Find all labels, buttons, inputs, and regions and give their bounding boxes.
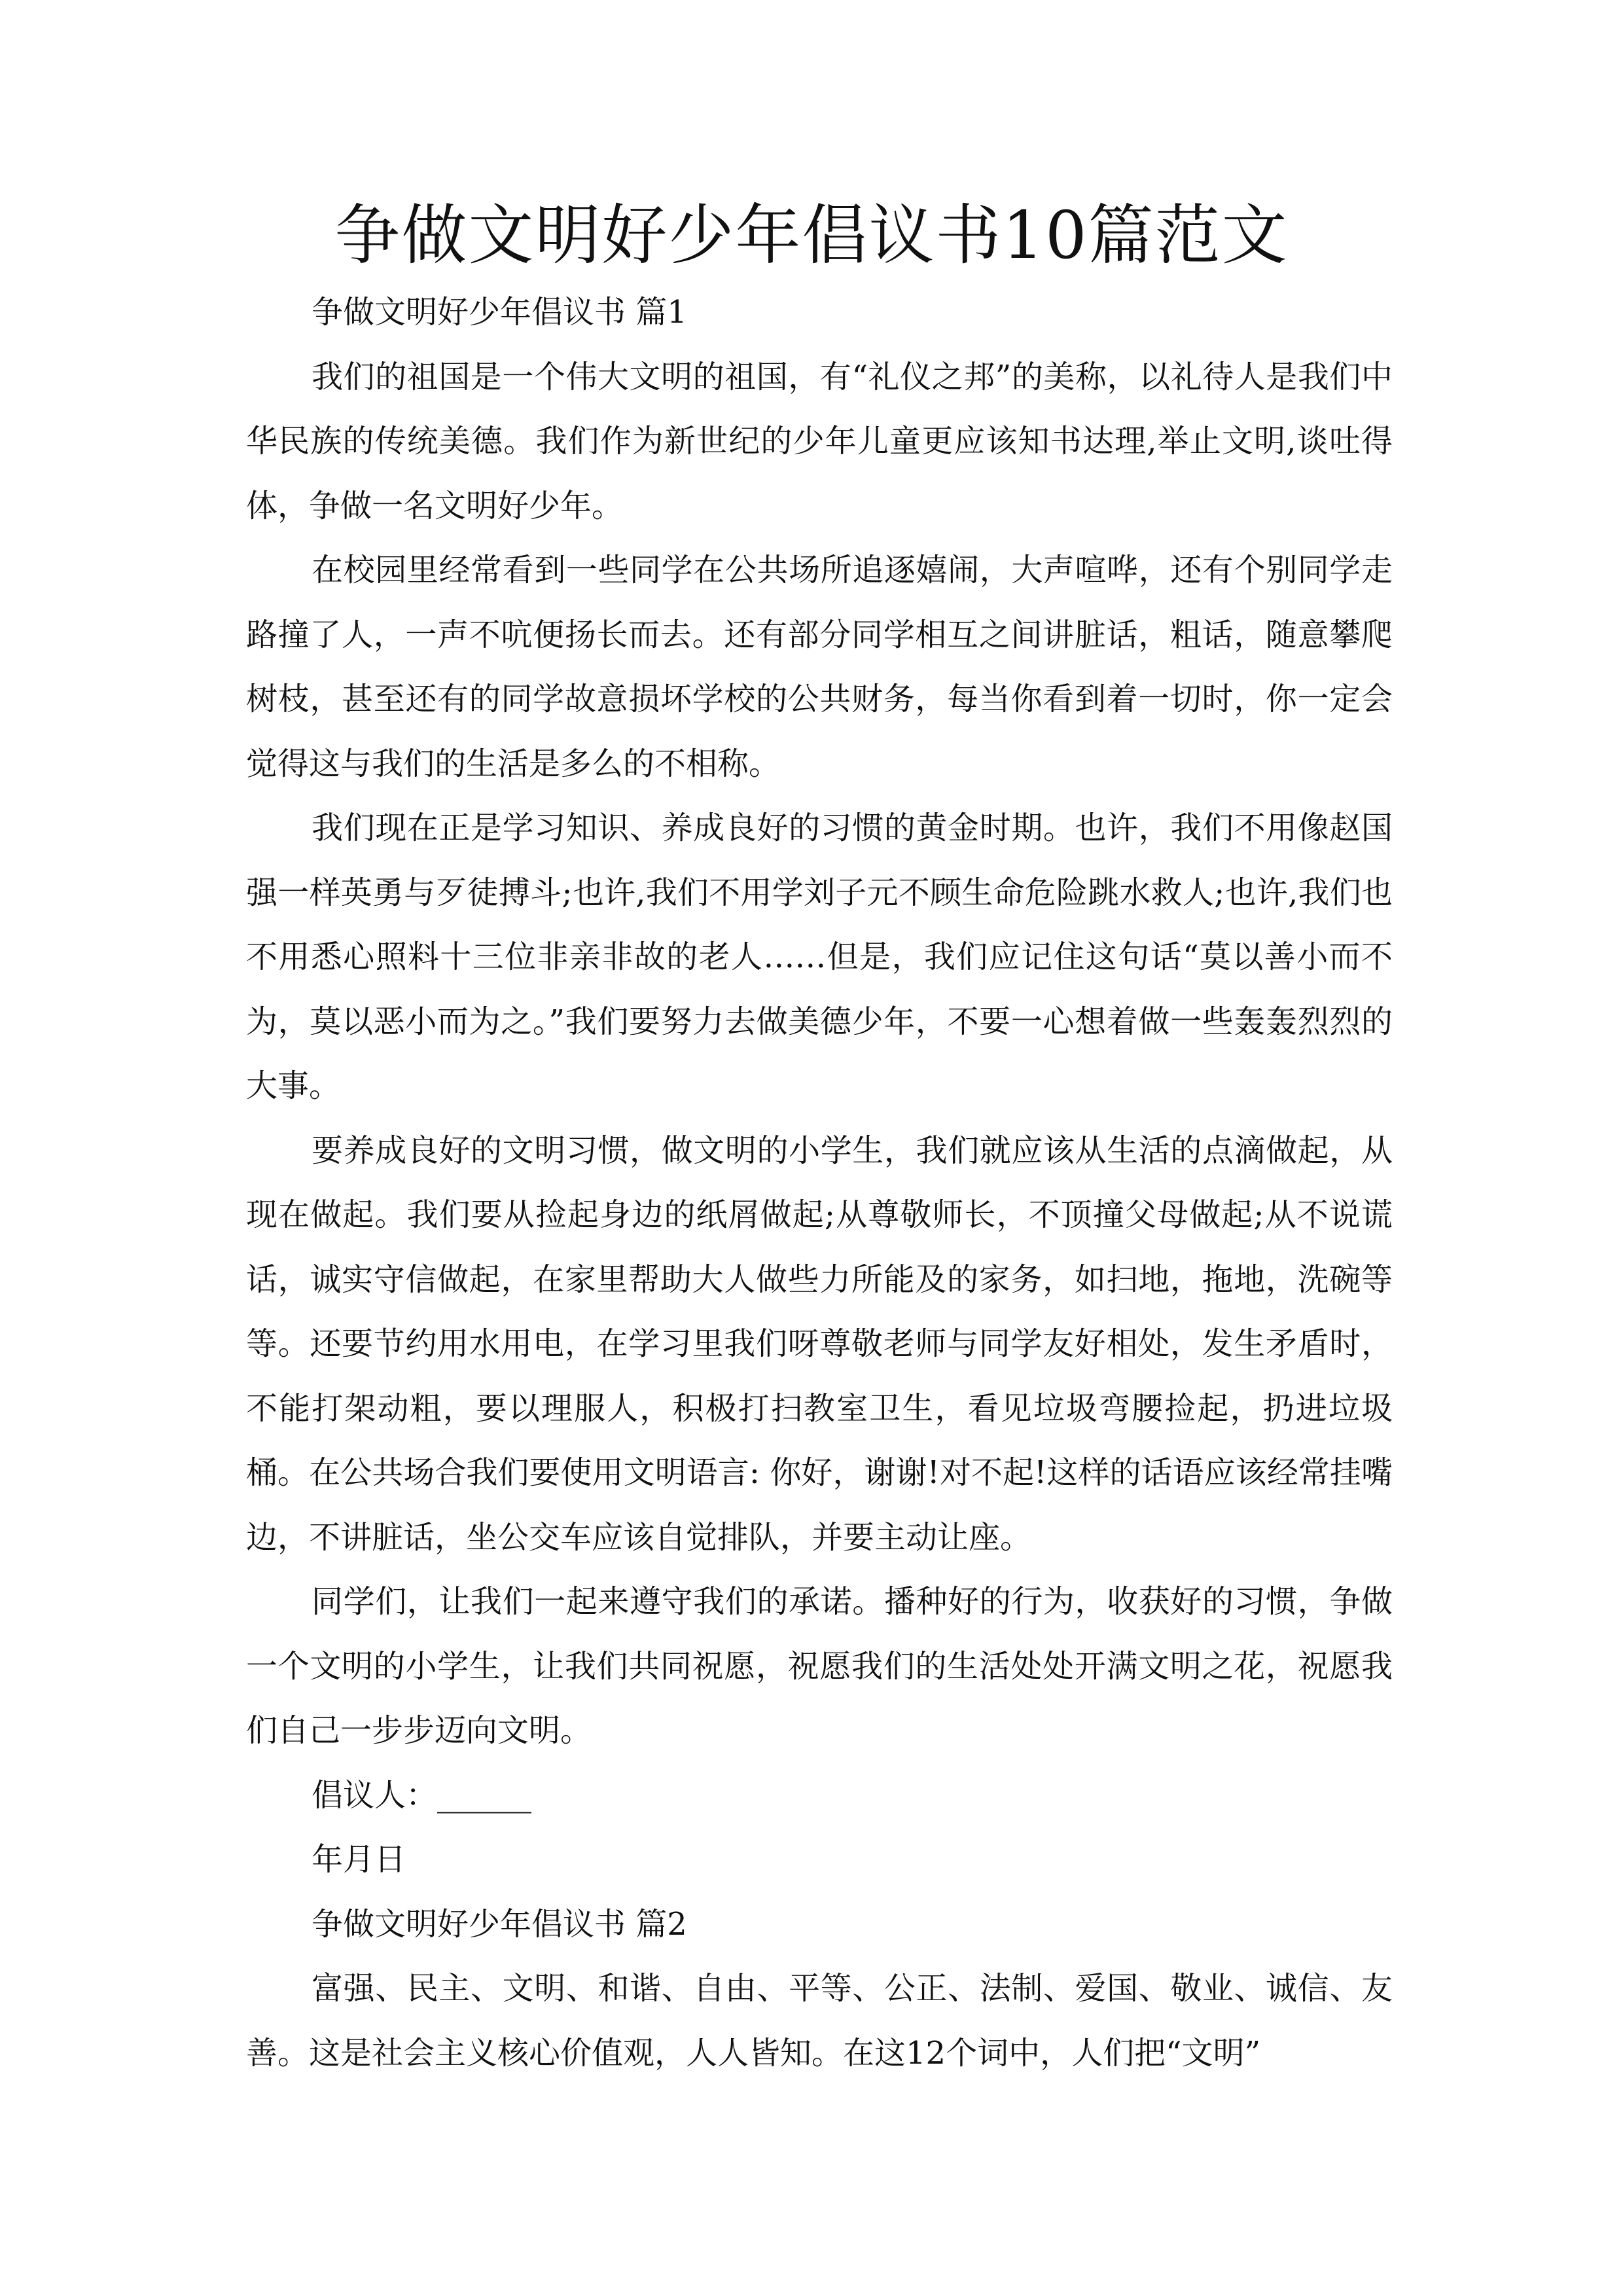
section-heading: 争做文明好少年倡议书 篇2 [312,1905,687,1943]
signature-line: 倡议人：______ [312,1776,532,1814]
paragraph: 要养成良好的文明习惯，做文明的小学生，我们就应该从生活的点滴做起，从现在做起。我们要从捡起身边的纸屑做起;从尊敬师长，不顶撞父母做起;从不说谎话，诚实守信做起，在家里帮助大人做些力所能及的家务，如扫地，拖地，洗碗等等。还要节约用水用电，在学习里我们呀尊敬老师与同学友好相处，发生矛盾时，不能打架动粗，要以理服人，积极打扫教室卫生，看见垃圾弯腰捡起，扔进垃圾桶。在公共场合我们要使用文明语言: 你好，谢谢!对不起!这样的话语应该经常挂嘴边，不讲脏话，坐公交车应该自觉排队，并要主动让座。 [246,1132,1393,1556]
document-body [246,280,1393,2085]
paragraph: 我们现在正是学习知识、养成良好的习惯的黄金时期。也许，我们不用像赵国强一样英勇与歹徒搏斗;也许,我们不用学刘子元不顾生命危险跳水救人;也许,我们也不用悉心照料十三位非亲非故的老人……但是，我们应记住这句话“莫以善小而不为，莫以恶小而为之。”我们要努力去做美德少年，不要一心想着做一些轰轰烈烈的大事。 [246,810,1393,1104]
paragraph: 富强、民主、文明、和谐、自由、平等、公正、法制、爱国、敬业、诚信、友善。这是社会主义核心价值观，人人皆知。在这12个词中，人们把“文明” [246,1970,1393,2072]
date-line: 年月日 [312,1841,406,1878]
section-heading: 争做文明好少年倡议书 篇1 [312,294,687,331]
paragraph: 我们的祖国是一个伟大文明的祖国，有“礼仪之邦”的美称，以礼待人是我们中华民族的传统美德。我们作为新世纪的少年儿童更应该知书达理,举止文明,谈吐得体，争做一名文明好少年。 [246,358,1393,524]
paragraph: 在校园里经常看到一些同学在公共场所追逐嬉闹，大声喧哗，还有个别同学走路撞了人，一声不吭便扬长而去。还有部分同学相互之间讲脏话，粗话，随意攀爬树枝，甚至还有的同学故意损坏学校的公共财务，每当你看到着一切时，你一定会觉得这与我们的生活是多么的不相称。 [246,552,1393,782]
paragraph: 同学们，让我们一起来遵守我们的承诺。播种好的行为，收获好的习惯，争做一个文明的小学生，让我们共同祝愿，祝愿我们的生活处处开满文明之花，祝愿我们自己一步步迈向文明。 [246,1583,1393,1749]
document-title: 争做文明好少年倡议书10篇范文 [334,197,1289,274]
